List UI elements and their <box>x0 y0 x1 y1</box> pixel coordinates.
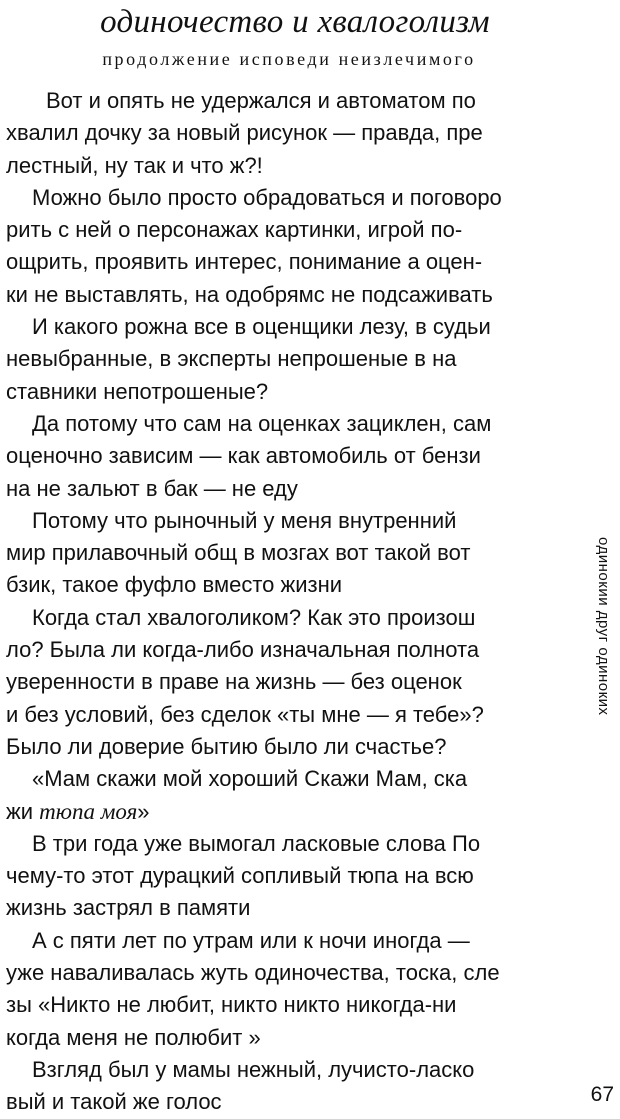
text-line: лестный, ну так и что ж?! <box>6 152 263 178</box>
text-line: оценочно зависим — как автомобиль от бензи <box>6 443 481 469</box>
text-line: жизнь застрял в памяти <box>6 895 251 921</box>
text-line: хвалил дочку за новый рисунок — правда, пре <box>6 120 483 146</box>
emphasis-text: тюпа моя <box>39 798 138 824</box>
text-line: уже наваливалась жуть одиночества, тоска, сле <box>6 960 500 986</box>
text-fragment: » <box>137 798 150 824</box>
text-line: рить с ней о персонажах картинки, игрой по- <box>6 217 463 243</box>
page-title: одиночество и хвалоголизм <box>100 4 490 40</box>
text-line: Вот и опять не удержался и автоматом по <box>46 88 476 113</box>
text-line: Потому что рыночный у меня внутренний <box>32 507 457 533</box>
text-line: зы «Никто не любит, никто никто никогда-ни <box>6 992 457 1018</box>
text-line: Можно было просто обрадоваться и поговоро <box>32 184 502 210</box>
text-line: чему-то этот дурацкий сопливый тюпа на всю <box>6 863 474 889</box>
side-running-title-text: одинокии друг одиноких <box>595 537 612 716</box>
text-line: В три года уже вымогал ласковые слова По <box>32 830 481 856</box>
text-fragment: жи <box>6 798 40 824</box>
text-line: Было ли доверие бытию было ли счастье? <box>6 733 447 759</box>
text-line: Да потому что сам на оценках зациклен, сам <box>32 410 492 436</box>
text-line: А с пяти лет по утрам или к ночи иногда — <box>32 927 470 953</box>
page-number: 67 <box>590 1083 614 1106</box>
text-line: И какого рожна все в оценщики лезу, в судьи <box>32 314 491 340</box>
text-line: ки не выставлять, на одобрямс не подсаживать <box>6 281 493 307</box>
body-text <box>6 85 571 1119</box>
text-line: ощрить, проявить интерес, понимание а оцен- <box>6 249 483 275</box>
page-subtitle: продолжение исповеди неизлечимого <box>102 49 476 69</box>
side-running-title <box>594 537 612 777</box>
text-line: ло? Была ли когда-либо изначальная полнота <box>6 637 480 663</box>
text-line: и без условий, без сделок «ты мне — я тебе»? <box>6 701 484 727</box>
text-line <box>6 796 571 828</box>
text-line: когда меня не полюбит » <box>6 1024 261 1050</box>
text-line: ставники непотрошеные? <box>6 378 269 404</box>
text-line: уверенности в праве на жизнь — без оценок <box>6 669 462 695</box>
text-line: Взгляд был у мамы нежный, лучисто-ласко <box>32 1056 475 1082</box>
text-line: «Мам скажи мой хороший Скажи Мам, ска <box>32 766 468 792</box>
text-line: бзик, такое фуфло вместо жизни <box>6 572 343 598</box>
text-line: невыбранные, в эксперты непрошеные в на <box>6 346 457 372</box>
text-line: на не зальют в бак — не еду <box>6 475 298 501</box>
text-line: мир прилавочный общ в мозгах вот такой вот <box>6 540 471 566</box>
text-line: вый и такой же голос <box>6 1089 222 1115</box>
text-line: Когда стал хвалоголиком? Как это произош <box>32 604 476 630</box>
